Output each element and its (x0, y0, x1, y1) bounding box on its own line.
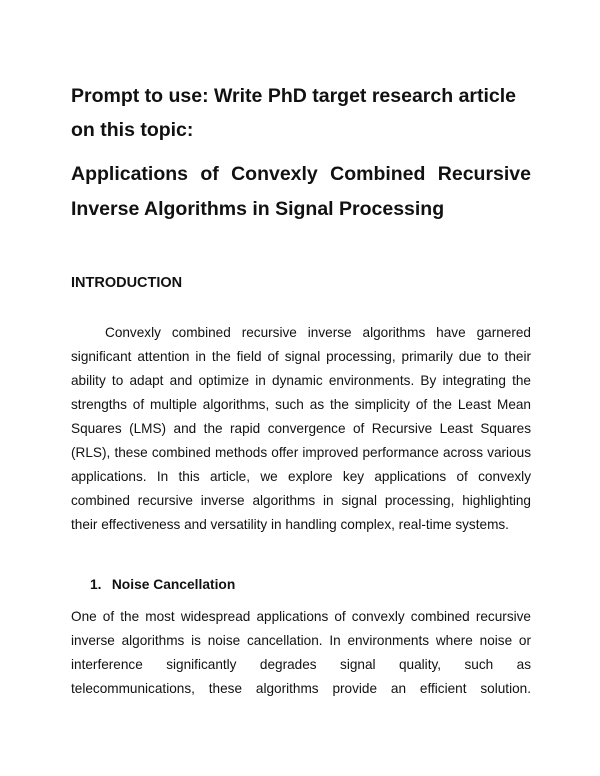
section-title: Noise Cancellation (111, 577, 236, 592)
prompt-heading: Prompt to use: Write PhD target research article on this topic: (71, 85, 517, 141)
article-title: Applications of Convexly Combined Recursive Inverse Algorithms in Signal Processing (71, 163, 531, 220)
section-1-paragraph: One of the most widespread applications of convexly combined recursive inverse algorithms is noise cancellation. In environments where noise or interference significantly degrades signal quality, such as telecommunications, these algorithms provide an efficient solution. (71, 609, 531, 696)
section-number: 1. (90, 577, 102, 592)
introduction-paragraph: Convexly combined recursive inverse algorithms have garnered significant attention in the field of signal processing, primarily due to their ability to adapt and optimize in dynamic environments. By integrating the strengths of multiple algorithms, such as the simplicity of the Least Mean Squares (LMS) and the rapid convergence of Recursive Least Squares (RLS), these combined methods offer improved performance across various applications. In this article, we explore key applications of convexly combined recursive inverse algorithms in signal processing, highlighting their effectiveness and versatility in handling complex, real-time systems. (71, 325, 531, 532)
introduction-heading: INTRODUCTION (71, 275, 183, 291)
section-1-heading (90, 575, 235, 595)
